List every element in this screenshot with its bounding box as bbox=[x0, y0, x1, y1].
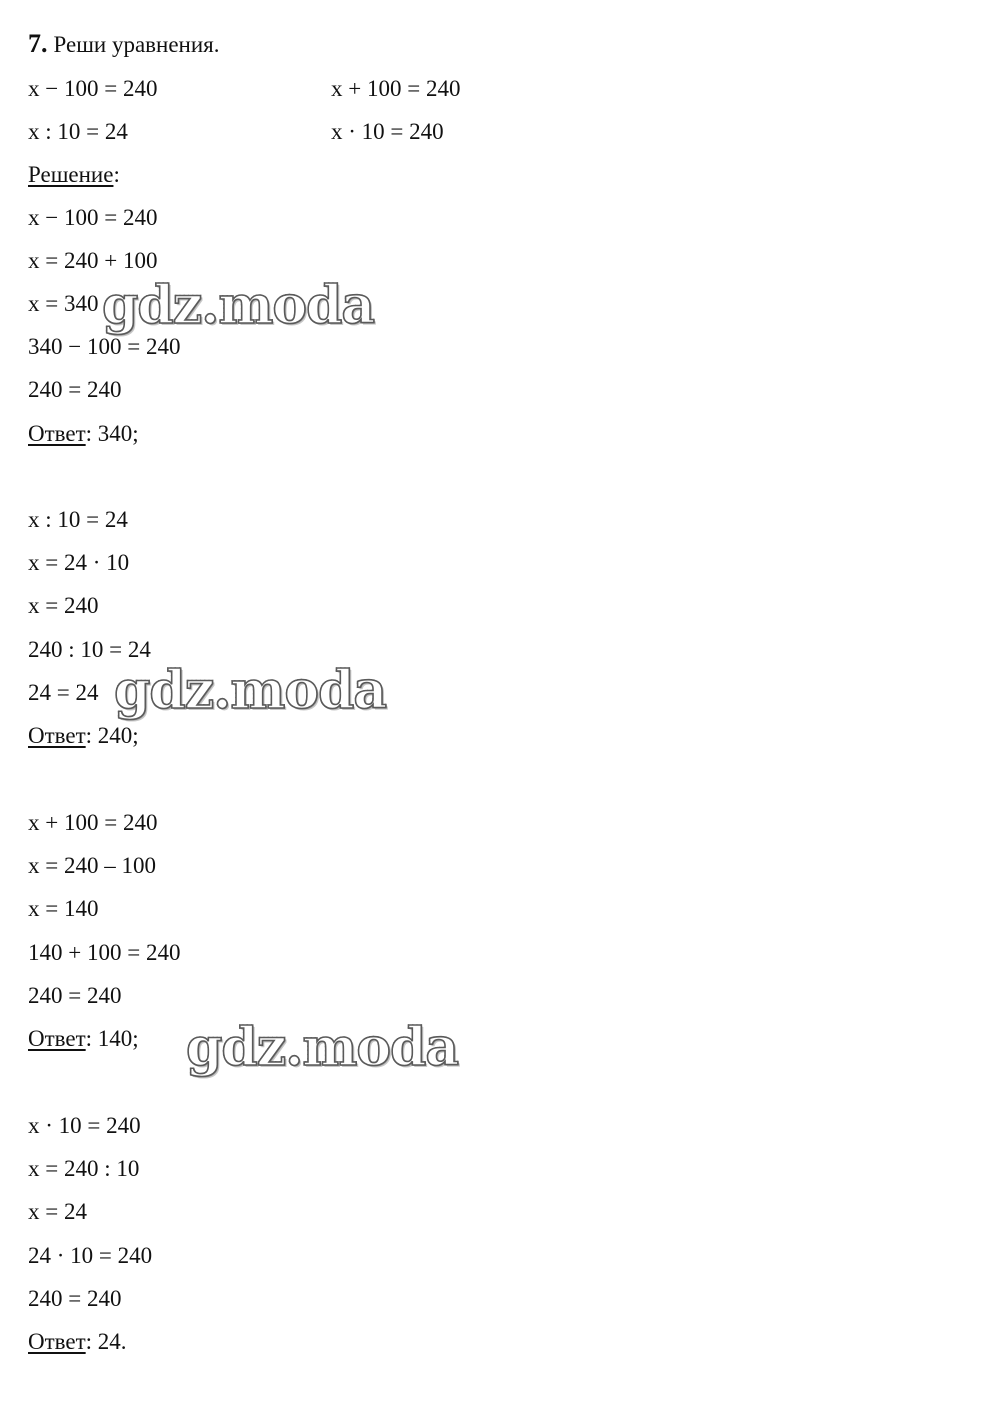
task-title: Реши уравнения. bbox=[53, 32, 220, 57]
solution-label-line: Решение: bbox=[28, 162, 120, 187]
answer-label: Ответ bbox=[28, 1329, 86, 1354]
answer-label: Ответ bbox=[28, 723, 86, 748]
answer-label: Ответ bbox=[28, 1026, 86, 1051]
task-header bbox=[28, 30, 220, 59]
block1-step3: x = 340 bbox=[28, 291, 99, 316]
block4-step4: 24 · 10 = 240 bbox=[28, 1243, 153, 1268]
block3-answer bbox=[28, 1025, 139, 1053]
block2-answer bbox=[28, 722, 139, 750]
block2-step3: x = 240 bbox=[28, 593, 99, 618]
block2-step2: x = 24 · 10 bbox=[28, 550, 130, 575]
block1-answer-value: : 340; bbox=[85, 421, 139, 446]
watermark-logo-2: gdz.moda bbox=[114, 660, 387, 721]
task-number: 7. bbox=[28, 29, 48, 58]
equation-right-2: x · 10 = 240 bbox=[331, 119, 444, 144]
block3-step5: 240 = 240 bbox=[28, 983, 122, 1008]
block1-step1: x − 100 = 240 bbox=[28, 205, 158, 230]
block1-step5: 240 = 240 bbox=[28, 377, 122, 402]
block1-step4: 340 − 100 = 240 bbox=[28, 334, 181, 359]
block4-step2: x = 240 : 10 bbox=[28, 1156, 140, 1181]
equation-left-1: x − 100 = 240 bbox=[28, 76, 158, 101]
block3-step3: x = 140 bbox=[28, 896, 99, 921]
block4-answer bbox=[28, 1328, 127, 1356]
watermark-logo-3: gdz.moda bbox=[186, 1017, 459, 1078]
solution-label: Решение bbox=[28, 162, 114, 187]
block2-step5: 24 = 24 bbox=[28, 680, 99, 705]
block3-answer-value: : 140; bbox=[85, 1026, 139, 1051]
block2-answer-value: : 240; bbox=[85, 723, 139, 748]
answer-label: Ответ bbox=[28, 421, 86, 446]
block1-answer bbox=[28, 420, 139, 448]
block4-step3: x = 24 bbox=[28, 1199, 87, 1224]
block4-step1: x · 10 = 240 bbox=[28, 1113, 141, 1138]
block3-step2: x = 240 – 100 bbox=[28, 853, 156, 878]
block4-answer-value: : 24. bbox=[85, 1329, 127, 1354]
block1-step2: x = 240 + 100 bbox=[28, 248, 158, 273]
equation-right-1: x + 100 = 240 bbox=[331, 76, 461, 101]
equation-left-2: x : 10 = 24 bbox=[28, 119, 128, 144]
block2-step1: x : 10 = 24 bbox=[28, 507, 128, 532]
watermark-logo-1: gdz.moda bbox=[102, 275, 375, 336]
block3-step4: 140 + 100 = 240 bbox=[28, 940, 181, 965]
block4-step5: 240 = 240 bbox=[28, 1286, 122, 1311]
block2-step4: 240 : 10 = 24 bbox=[28, 637, 151, 662]
block3-step1: x + 100 = 240 bbox=[28, 810, 158, 835]
